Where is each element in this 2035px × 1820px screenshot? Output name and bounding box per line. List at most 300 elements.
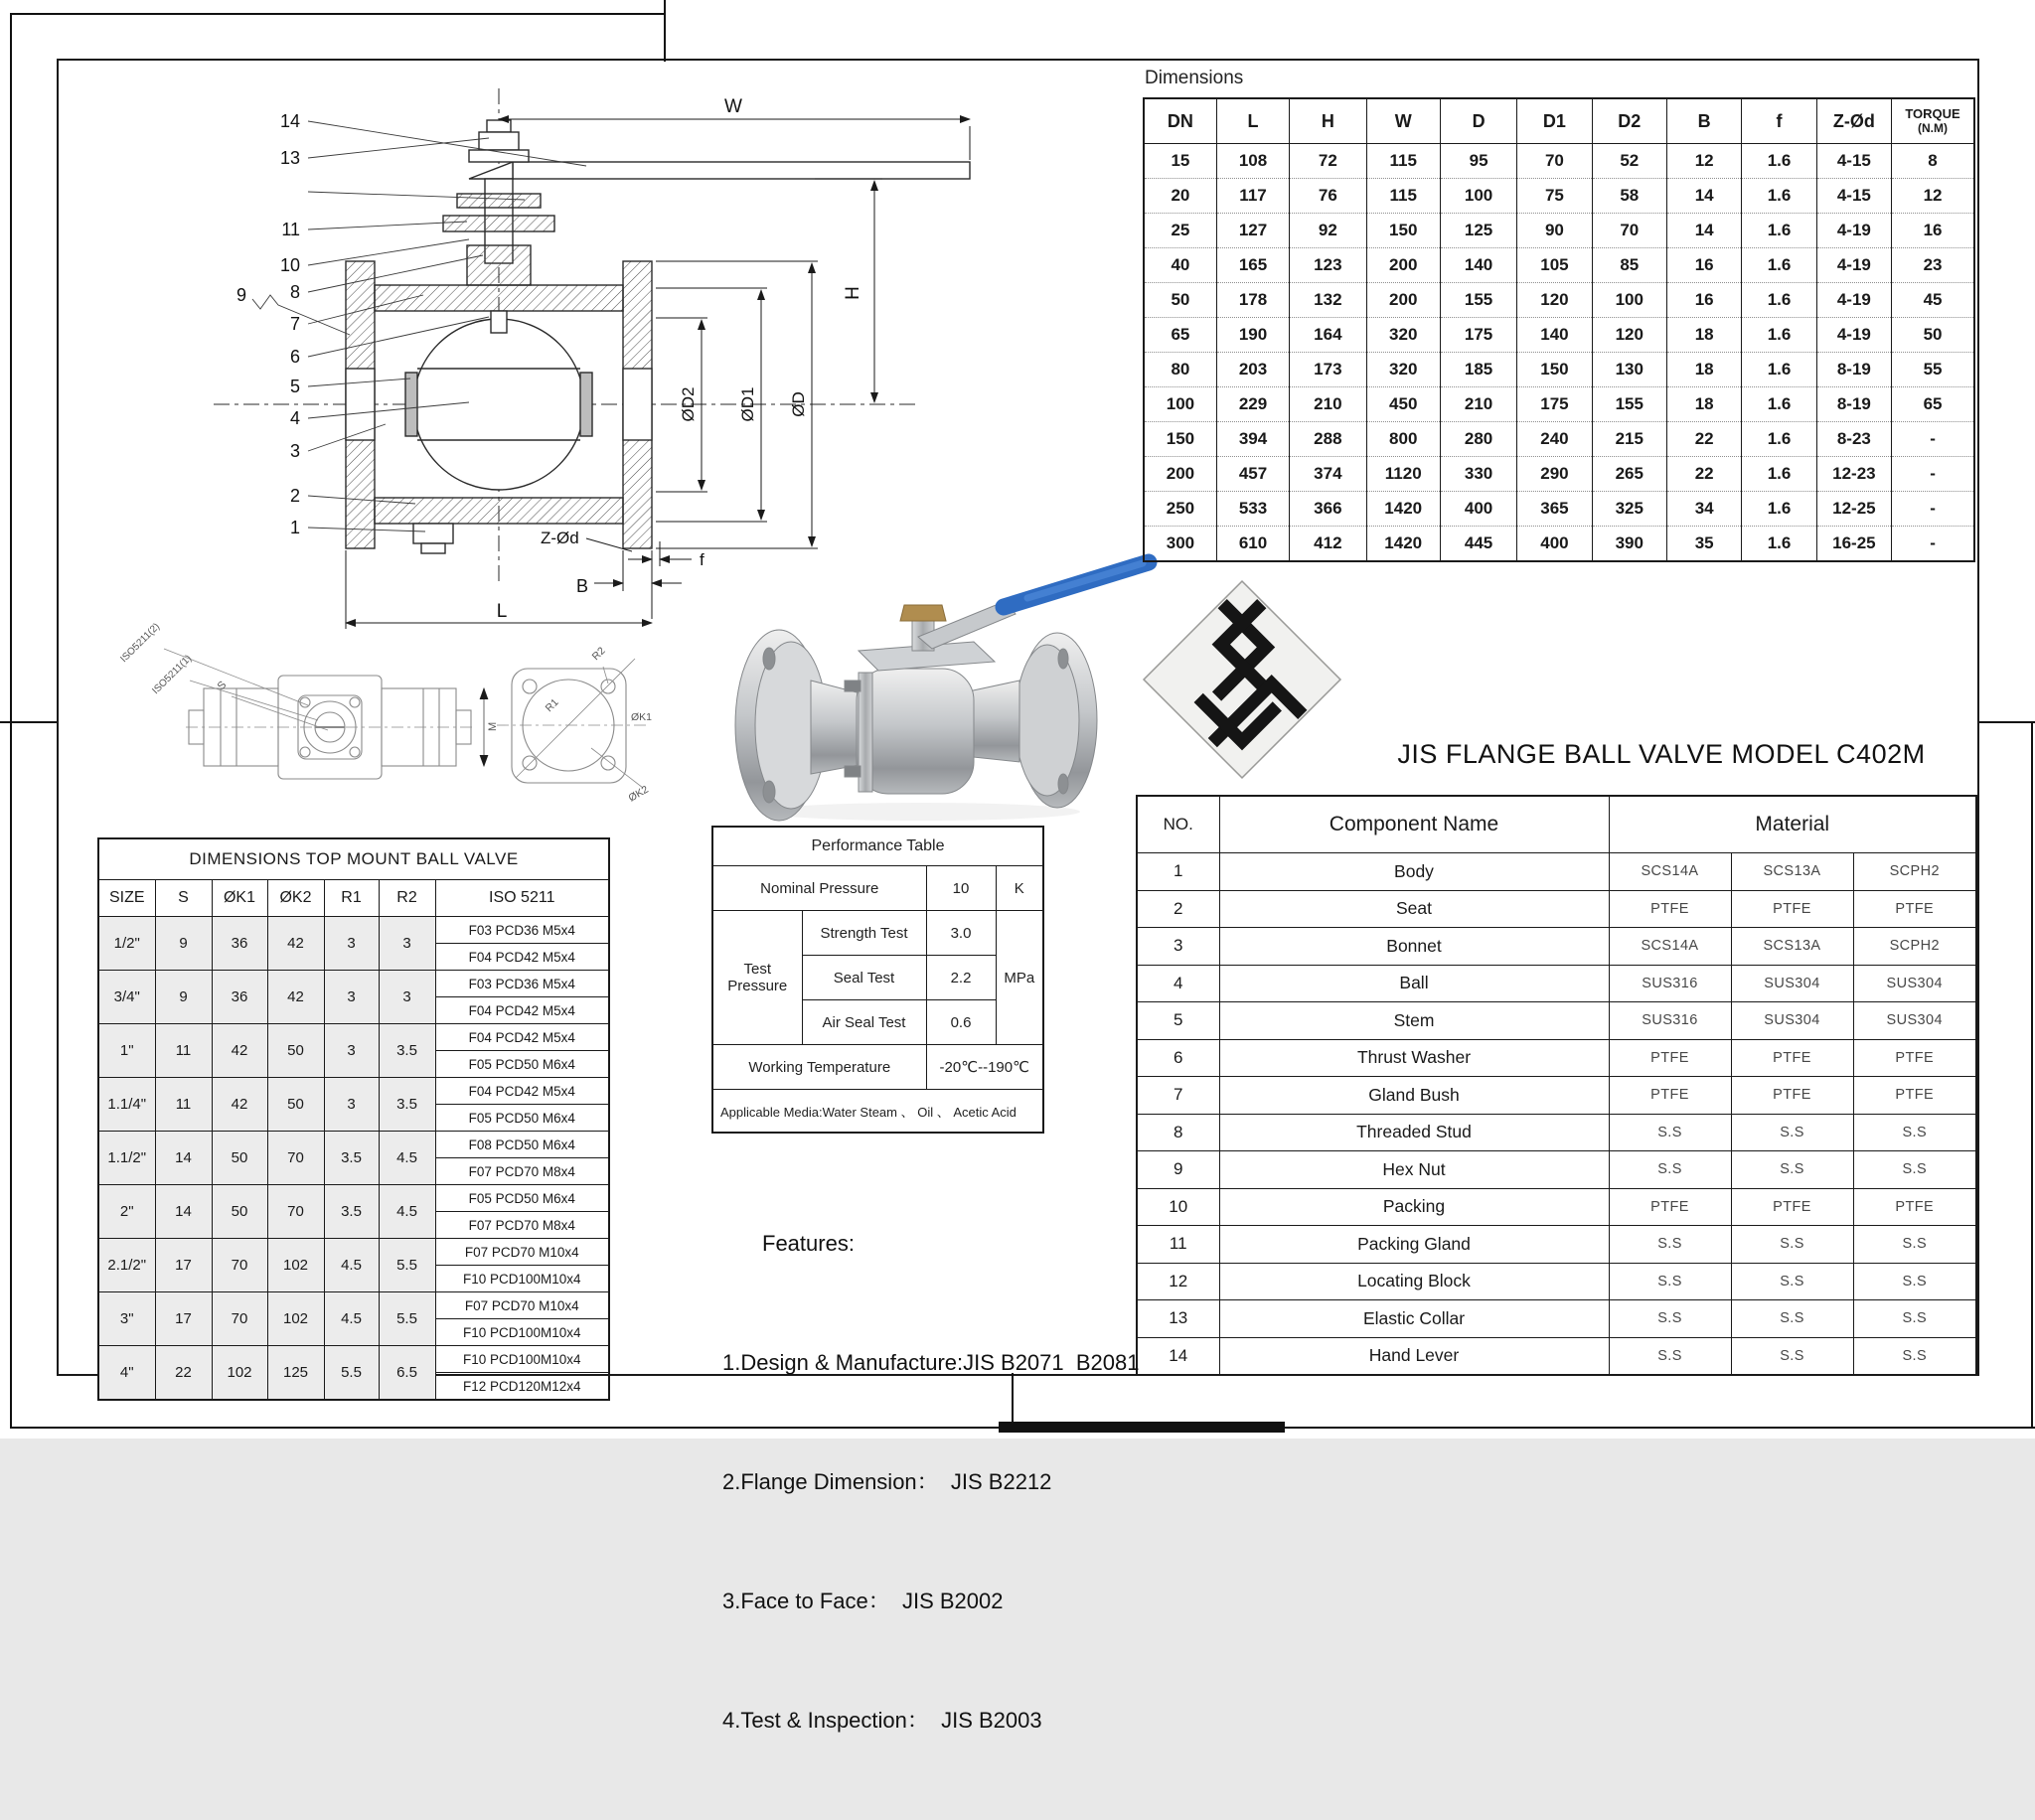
dim-label-w: W [724,96,742,117]
component-row [1137,1263,1976,1300]
tm-col-s: S [155,880,212,917]
dim-label-l: L [496,601,508,622]
nominal-pressure-unit: K [996,866,1043,911]
dimensions-cell: 115 [1366,144,1440,179]
features-block [722,1144,1139,1820]
topmount-row [98,1185,609,1212]
topmount-cell: 42 [267,917,324,971]
valve-product-photo [707,541,1160,823]
component-col-no: NO. [1137,796,1219,853]
dimensions-cell: 178 [1216,283,1289,318]
component-material: S.S [1609,1226,1731,1264]
test-pressure-unit: MPa [996,911,1043,1045]
component-material: PTFE [1609,1039,1731,1077]
dimensions-cell: 1420 [1366,527,1440,562]
topmount-cell: 2" [98,1185,155,1239]
dimensions-cell: 90 [1517,214,1592,248]
topmount-cell: 4.5 [379,1185,435,1239]
component-material: SCS14A [1609,928,1731,966]
component-col-name: Component Name [1219,796,1609,853]
dimensions-cell: 70 [1592,214,1666,248]
seal-test-label: Seal Test [802,956,926,1000]
component-no: 1 [1137,853,1219,891]
label-k1: ØK1 [631,711,653,723]
dimensions-cell: 4-19 [1816,214,1891,248]
topmount-cell: 1" [98,1024,155,1078]
dimensions-cell: 16-25 [1816,527,1891,562]
dimensions-row [1144,283,1974,318]
dimensions-col-b: B [1666,98,1741,144]
topmount-iso-cell: F07 PCD70 M10x4 [435,1239,609,1266]
dimensions-cell: 72 [1290,144,1366,179]
dimensions-cell: 203 [1216,353,1289,387]
dimensions-row [1144,318,1974,353]
callout-2: 2 [289,486,300,506]
dimensions-cell: 320 [1366,318,1440,353]
dimensions-cell: 4-19 [1816,318,1891,353]
dimensions-cell: 12-23 [1816,457,1891,492]
component-no: 8 [1137,1114,1219,1151]
dimensions-cell: 325 [1592,492,1666,527]
dimensions-cell: 4-15 [1816,144,1891,179]
component-name: Body [1219,853,1609,891]
dimensions-cell: 140 [1517,318,1592,353]
topmount-cell: 3 [324,1078,379,1132]
dimensions-cell: 190 [1216,318,1289,353]
dimensions-cell: 400 [1517,527,1592,562]
dimensions-cell: 55 [1892,353,1974,387]
topmount-iso-cell: F05 PCD50 M6x4 [435,1105,609,1132]
component-no: 12 [1137,1263,1219,1300]
hand-lever-section [513,162,970,179]
topmount-iso-cell: F05 PCD50 M6x4 [435,1051,609,1078]
dimensions-row [1144,353,1974,387]
dimensions-cell: 1120 [1366,457,1440,492]
topmount-iso-cell: F08 PCD50 M6x4 [435,1132,609,1158]
dimensions-cell: 210 [1290,387,1366,422]
dimensions-cell: 390 [1592,527,1666,562]
component-material: PTFE [1731,890,1853,928]
dimensions-cell: 130 [1592,353,1666,387]
component-material: S.S [1609,1337,1731,1375]
dimensions-cell: 1.6 [1742,179,1816,214]
component-material: SUS316 [1609,965,1731,1002]
dimensions-cell: 1.6 [1742,492,1816,527]
dimensions-cell: 8-19 [1816,353,1891,387]
component-no: 11 [1137,1226,1219,1264]
callout-4: 4 [289,408,300,428]
tm-col-k2: ØK2 [267,880,324,917]
component-material: PTFE [1609,1188,1731,1226]
callout-13: 13 [279,148,300,168]
topmount-cell: 3.5 [379,1078,435,1132]
component-material: SCS13A [1731,853,1853,891]
callout-5: 5 [289,377,300,396]
dimensions-cell: 229 [1216,387,1289,422]
topmount-iso-cell: F12 PCD120M12x4 [435,1373,609,1401]
dimensions-cell: 394 [1216,422,1289,457]
topmount-row [98,1132,609,1158]
dimensions-col-l: L [1216,98,1289,144]
component-no: 4 [1137,965,1219,1002]
topmount-row [98,1292,609,1319]
dimensions-cell: 300 [1144,527,1216,562]
dimensions-cell: 265 [1592,457,1666,492]
ball-section [413,319,584,490]
dimensions-cell: 4-15 [1816,179,1891,214]
topmount-cell: 70 [267,1132,324,1185]
dimensions-cell: 155 [1440,283,1516,318]
topmount-cell: 5.5 [379,1292,435,1346]
component-name: Packing Gland [1219,1226,1609,1264]
component-no: 9 [1137,1151,1219,1189]
dimensions-cell: 123 [1290,248,1366,283]
callout-3: 3 [289,441,300,461]
working-temp-label: Working Temperature [712,1045,926,1090]
dimensions-cell: 173 [1290,353,1366,387]
dimensions-cell: 40 [1144,248,1216,283]
dimensions-cell: 457 [1216,457,1289,492]
component-material: PTFE [1731,1188,1853,1226]
topmount-cell: 42 [267,971,324,1024]
topmount-row [98,971,609,997]
dimensions-cell: 4-19 [1816,283,1891,318]
dimensions-cell: 175 [1517,387,1592,422]
dimensions-cell: - [1892,422,1974,457]
topmount-cell: 36 [212,971,267,1024]
dimensions-cell: 132 [1290,283,1366,318]
dimensions-cell: 34 [1666,492,1741,527]
dimensions-cell: 800 [1366,422,1440,457]
label-r2: R2 [589,645,608,664]
dimensions-cell: 18 [1666,318,1741,353]
dimensions-cell: 330 [1440,457,1516,492]
dimensions-table-body [1144,144,1974,562]
applicable-media: Applicable Media:Water Steam 、 Oil 、 Acetic Acid [712,1090,1043,1134]
dimensions-cell: 288 [1290,422,1366,457]
dimensions-cell: 92 [1290,214,1366,248]
topmount-cell: 5.5 [324,1346,379,1401]
test-pressure-label: Test Pressure [712,911,802,1045]
topmount-cell: 3 [324,917,379,971]
topmount-iso-cell: F10 PCD100M10x4 [435,1266,609,1292]
component-name: Gland Bush [1219,1077,1609,1115]
dimensions-cell: 1.6 [1742,144,1816,179]
top-mount-title-row [98,838,609,880]
feature-line: 1.Design & Manufacture:JIS B2071 B2081 [722,1350,1140,1375]
topmount-row [98,1024,609,1051]
topmount-iso-cell: F07 PCD70 M10x4 [435,1292,609,1319]
perf-title: Performance Table [712,827,1043,866]
dimensions-cell: 250 [1144,492,1216,527]
topmount-row [98,917,609,944]
air-seal-test-label: Air Seal Test [802,1000,926,1045]
dimensions-cell: 15 [1171,151,1190,170]
callout-8: 8 [289,282,300,302]
topmount-cell: 3 [324,971,379,1024]
component-name: Packing [1219,1188,1609,1226]
dimensions-cell: - [1892,457,1974,492]
component-material: PTFE [1731,1039,1853,1077]
component-material: SUS304 [1853,1002,1976,1040]
topmount-cell: 3 [324,1024,379,1078]
dimensions-cell: 120 [1517,283,1592,318]
component-material: SCS13A [1731,928,1853,966]
top-mount-table [97,837,610,1401]
component-name: Elastic Collar [1219,1300,1609,1338]
torque-line2: (N.M) [1918,121,1949,135]
component-material: S.S [1853,1337,1976,1375]
topmount-iso-cell: F07 PCD70 M8x4 [435,1158,609,1185]
topmount-iso-cell: F10 PCD100M10x4 [435,1319,609,1346]
nominal-pressure-label: Nominal Pressure [712,866,926,911]
dimensions-cell: 200 [1366,248,1440,283]
dimensions-cell: 175 [1440,318,1516,353]
tm-col-k1: ØK1 [212,880,267,917]
component-material: SCPH2 [1853,928,1976,966]
dimensions-cell: 533 [1216,492,1289,527]
dimensions-cell: 22 [1666,457,1741,492]
perf-working-row [712,1045,1043,1090]
feature-line: 4.Test & Inspection： JIS B2003 [722,1708,1042,1733]
perf-strength-row [712,911,1043,956]
dimensions-cell: 65 [1892,387,1974,422]
topmount-cell: 4.5 [324,1239,379,1292]
component-material: S.S [1609,1151,1731,1189]
topmount-row [98,1239,609,1266]
topmount-cell: 70 [267,1185,324,1239]
topmount-cell: 14 [155,1132,212,1185]
dimensions-cell: 365 [1517,492,1592,527]
dimensions-cell: 1420 [1366,492,1440,527]
brand-logo [1141,568,1344,792]
dimensions-cell: 240 [1517,422,1592,457]
component-no: 5 [1137,1002,1219,1040]
label-m: M [487,721,499,731]
dimensions-cell: 12 [1666,144,1741,179]
dimensions-cell: 50 [1892,318,1974,353]
dimensions-cell: 8 [1892,144,1974,179]
dimensions-cell: 155 [1592,387,1666,422]
dimensions-cell: 14 [1666,214,1741,248]
topmount-cell: 70 [212,1239,267,1292]
topmount-cell: 5.5 [379,1239,435,1292]
component-row [1137,853,1976,891]
component-name: Threaded Stud [1219,1114,1609,1151]
component-material: S.S [1853,1151,1976,1189]
dimensions-cell: 45 [1892,283,1974,318]
page-edge-right [2031,721,2033,1429]
dimensions-col-d: D [1440,98,1516,144]
component-material: PTFE [1609,890,1731,928]
dimensions-cell: 320 [1366,353,1440,387]
dimensions-cell: 164 [1290,318,1366,353]
topmount-cell: 3 [379,917,435,971]
dimensions-cell: 215 [1592,422,1666,457]
stem-nut [900,605,946,621]
tm-col-r2: R2 [379,880,435,917]
component-material: S.S [1731,1263,1853,1300]
torque-line1: TORQUE [1905,106,1960,121]
dimensions-cell: 14 [1666,179,1741,214]
dimensions-cell: 115 [1366,179,1440,214]
dimensions-cell: 127 [1216,214,1289,248]
dim-label-d: ØD [789,391,808,417]
dimensions-col-torque [1892,98,1974,144]
label-iso5211-1: ISO5211(1) [150,653,195,697]
topmount-cell: 6.5 [379,1346,435,1401]
dim-label-f: f [700,550,704,569]
page-edge-top [10,13,665,15]
working-temp-value: -20℃--190℃ [926,1045,1043,1090]
dimensions-cell: 165 [1216,248,1289,283]
dimensions-cell: 58 [1592,179,1666,214]
component-no: 2 [1137,890,1219,928]
dimensions-cell: 12 [1892,179,1974,214]
dimensions-cell: 400 [1440,492,1516,527]
dimensions-cell: 450 [1366,387,1440,422]
center-body [857,669,974,794]
dimensions-cell: 95 [1440,144,1516,179]
component-table-body [1137,853,1976,1376]
topmount-iso-cell: F04 PCD42 M5x4 [435,1078,609,1105]
topmount-cell: 102 [267,1239,324,1292]
component-material: SCS14A [1609,853,1731,891]
topmount-iso-cell: F07 PCD70 M8x4 [435,1212,609,1239]
page-title: JIS FLANGE BALL VALVE MODEL C402M [1397,739,1926,769]
valve-photo-body [735,601,1097,821]
dimensions-row [1144,492,1974,527]
topmount-cell: 3.5 [324,1185,379,1239]
dimensions-row [1144,422,1974,457]
topmount-cell: 42 [212,1078,267,1132]
component-name: Ball [1219,965,1609,1002]
component-name: Hand Lever [1219,1337,1609,1375]
dimensions-cell: 412 [1290,527,1366,562]
topmount-cell: 50 [267,1024,324,1078]
component-material: SUS304 [1731,965,1853,1002]
dim-label-b: B [575,576,589,596]
top-mount-title: DIMENSIONS TOP MOUNT BALL VALVE [98,838,609,880]
component-no: 13 [1137,1300,1219,1338]
dimensions-row [1144,527,1974,562]
perf-media-row [712,1090,1043,1134]
dimensions-cell: 290 [1517,457,1592,492]
dimensions-cell: 1.6 [1742,422,1816,457]
component-row [1137,1188,1976,1226]
component-material: S.S [1731,1226,1853,1264]
component-material: PTFE [1853,1188,1976,1226]
component-row [1137,1002,1976,1040]
dimensions-cell: 105 [1517,248,1592,283]
topmount-cell: 36 [212,917,267,971]
dimensions-cell: 76 [1290,179,1366,214]
topmount-cell: 102 [267,1292,324,1346]
dim-label-d2: ØD2 [679,386,698,422]
topmount-cell: 4" [98,1346,155,1401]
dim-label-h: H [843,286,863,300]
crop-tick-left [0,721,57,723]
dimensions-cell: 16 [1666,248,1741,283]
topmount-iso-cell: F04 PCD42 M5x4 [435,944,609,971]
component-row [1137,890,1976,928]
dimensions-cell: 1.6 [1742,283,1816,318]
topmount-cell: 3/4" [98,971,155,1024]
topmount-cell: 3 [379,971,435,1024]
dimensions-row [1144,179,1974,214]
dimensions-cell: 1.6 [1742,248,1816,283]
dimensions-cell: 100 [1592,283,1666,318]
dimensions-row [1144,214,1974,248]
dimensions-cell: 50 [1144,283,1216,318]
component-material: PTFE [1609,1077,1731,1115]
component-material: S.S [1609,1114,1731,1151]
dimensions-header-row [1144,98,1974,144]
component-row [1137,1300,1976,1338]
component-no: 10 [1137,1188,1219,1226]
component-row [1137,1114,1976,1151]
component-material: S.S [1731,1114,1853,1151]
dimensions-cell: 23 [1892,248,1974,283]
dimensions-cell: 100 [1440,179,1516,214]
topmount-cell: 4.5 [324,1292,379,1346]
tm-col-size: SIZE [98,880,155,917]
topmount-row [98,1346,609,1373]
topmount-iso-cell: F03 PCD36 M5x4 [435,971,609,997]
component-name: Stem [1219,1002,1609,1040]
dimensions-cell: 100 [1144,387,1216,422]
topmount-iso-cell: F03 PCD36 M5x4 [435,917,609,944]
dim-label-d1: ØD1 [738,386,757,422]
component-material: S.S [1609,1300,1731,1338]
perf-nominal-row [712,866,1043,911]
topmount-cell: 22 [155,1346,212,1401]
dimensions-col-h: H [1290,98,1366,144]
dimensions-cell: 12-25 [1816,492,1891,527]
component-material: SCPH2 [1853,853,1976,891]
topmount-iso-cell: F04 PCD42 M5x4 [435,1024,609,1051]
dimensions-cell: 1.6 [1742,214,1816,248]
valve-section-geometry [214,88,970,583]
topmount-cell: 2.1/2" [98,1239,155,1292]
dimensions-cell: 25 [1144,214,1216,248]
dimensions-cell: 4-19 [1816,248,1891,283]
dimensions-cell: 22 [1666,422,1741,457]
component-name: Seat [1219,890,1609,928]
dimensions-cell: 200 [1366,283,1440,318]
top-mount-views-drawing [94,591,653,834]
dimensions-cell: 108 [1216,144,1289,179]
dimensions-cell: 65 [1144,318,1216,353]
component-material: PTFE [1853,1077,1976,1115]
component-row [1137,928,1976,966]
dimensions-cell: 1.6 [1742,457,1816,492]
topmount-cell: 42 [212,1024,267,1078]
dimensions-cell: 35 [1666,527,1741,562]
dimensions-cell: 52 [1592,144,1666,179]
component-no: 3 [1137,928,1219,966]
topmount-iso-cell: F04 PCD42 M5x4 [435,997,609,1024]
topmount-cell: 11 [155,1078,212,1132]
dimensions-cell: 150 [1144,422,1216,457]
three-piece-valve-view [164,649,484,779]
topmount-cell: 1/2" [98,917,155,971]
dimensions-col-d1: D1 [1517,98,1592,144]
topmount-cell: 50 [212,1132,267,1185]
callout-6: 6 [289,347,300,367]
topmount-cell: 9 [155,971,212,1024]
topmount-cell: 3" [98,1292,155,1346]
